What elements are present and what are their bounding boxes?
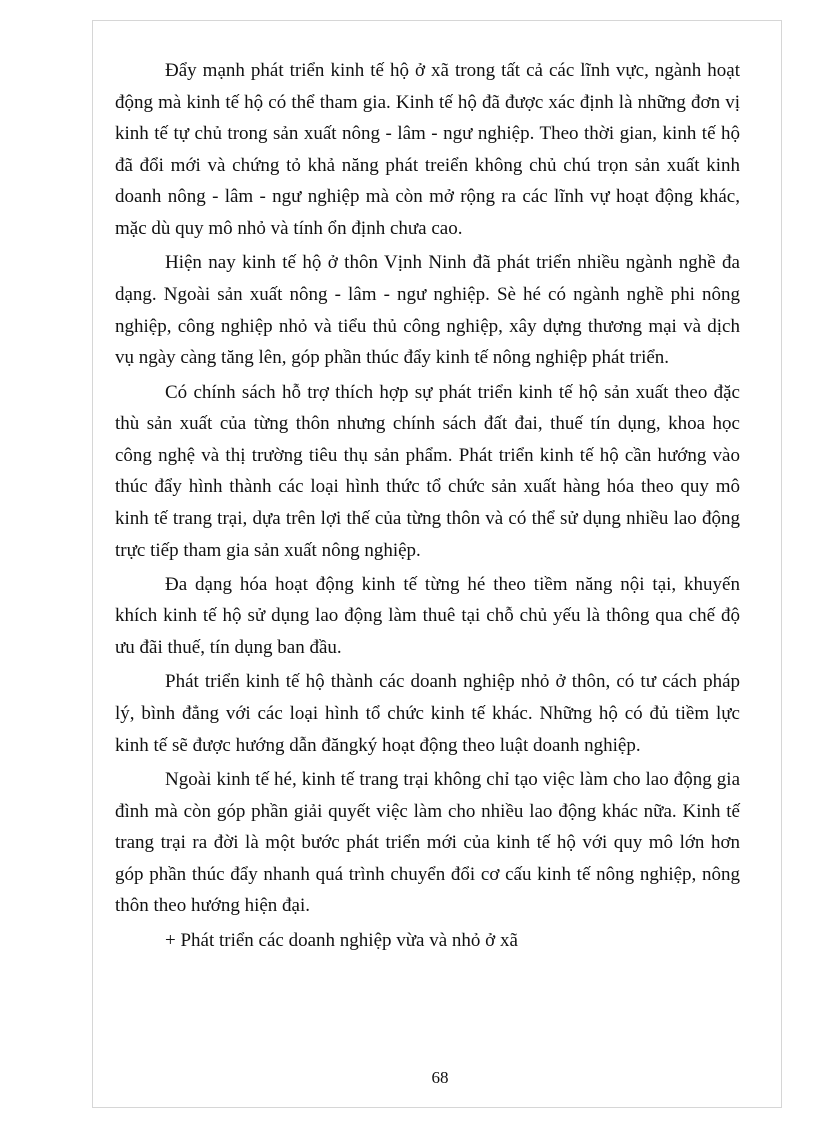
paragraph: Phát triển kinh tế hộ thành các doanh nghiệp nhỏ ở thôn, có tư cách pháp lý, bình đẳng với các loại hình tổ chức kinh tế khác. Những hộ có đủ tiềm lực kinh tế sẽ được hướng dẫn đăngký hoạt động theo luật doanh nghiệp. bbox=[115, 671, 740, 756]
page-number: 68 bbox=[431, 1068, 449, 1087]
document-body bbox=[115, 55, 740, 956]
paragraph: Hiện nay kinh tế hộ ở thôn Vịnh Ninh đã phát triển nhiều ngành nghề đa dạng. Ngoài sản xuất nông - lâm - ngư nghiệp. Sè hé có ngành nghề phi nông nghiệp, công nghiệp nhỏ và tiểu thủ công nghiệp, xây dựng thương mại và dịch vụ ngày càng tăng lên, góp phần thúc đẩy kinh tế nông nghiệp phát triển. bbox=[115, 252, 740, 369]
paragraph: Đẩy mạnh phát triển kinh tế hộ ở xã trong tất cả các lĩnh vực, ngành hoạt động mà kinh tế hộ có thể tham gia. Kinh tế hộ đã được xác định là những đơn vị kinh tế tự chủ trong sản xuất nông - lâm - ngư nghiệp. Theo thời gian, kinh tế hộ đã đổi mới và chứng tỏ khả năng phát treiển không chủ chú trọn sản xuất kinh doanh nông - lâm - ngư nghiệp mà còn mở rộng ra các lĩnh vự hoạt động khác, mặc dù quy mô nhỏ và tính ổn định chưa cao. bbox=[115, 60, 740, 239]
paragraph: Có chính sách hỗ trợ thích hợp sự phát triển kinh tế hộ sản xuất theo đặc thù sản xuất của từng thôn nhưng chính sách đất đai, thuế tín dụng, khoa học công nghệ và thị trường tiêu thụ sản phẩm. Phát triển kinh tế hộ cần hướng vào thúc đẩy hình thành các loại hình thức tổ chức sản xuất hàng hóa theo quy mô kinh tế trang trại, dựa trên lợi thế của từng thôn và có thể sử dụng nhiều lao động trực tiếp tham gia sản xuất nông nghiệp. bbox=[115, 381, 740, 561]
bullet-line: + Phát triển các doanh nghiệp vừa và nhỏ ở xã bbox=[165, 929, 518, 951]
paragraph: Đa dạng hóa hoạt động kinh tế từng hé theo tiềm năng nội tại, khuyến khích kinh tế hộ sử dụng lao động làm thuê tại chỗ chủ yếu là thông qua chế độ ưu đãi thuế, tín dụng ban đầu. bbox=[115, 573, 740, 659]
paragraph: Ngoài kinh tế hé, kinh tế trang trại không chỉ tạo việc làm cho lao động gia đình mà còn góp phần giải quyết việc làm cho nhiều lao động khác nữa. Kinh tế trang trại ra đời là một bước phát triển mới của kinh tế hộ với quy mô lớn hơn góp phần thúc đẩy nhanh quá trình chuyển đổi cơ cấu kinh tế nông nghiệp, nông thôn theo hướng hiện đại. bbox=[115, 769, 740, 917]
